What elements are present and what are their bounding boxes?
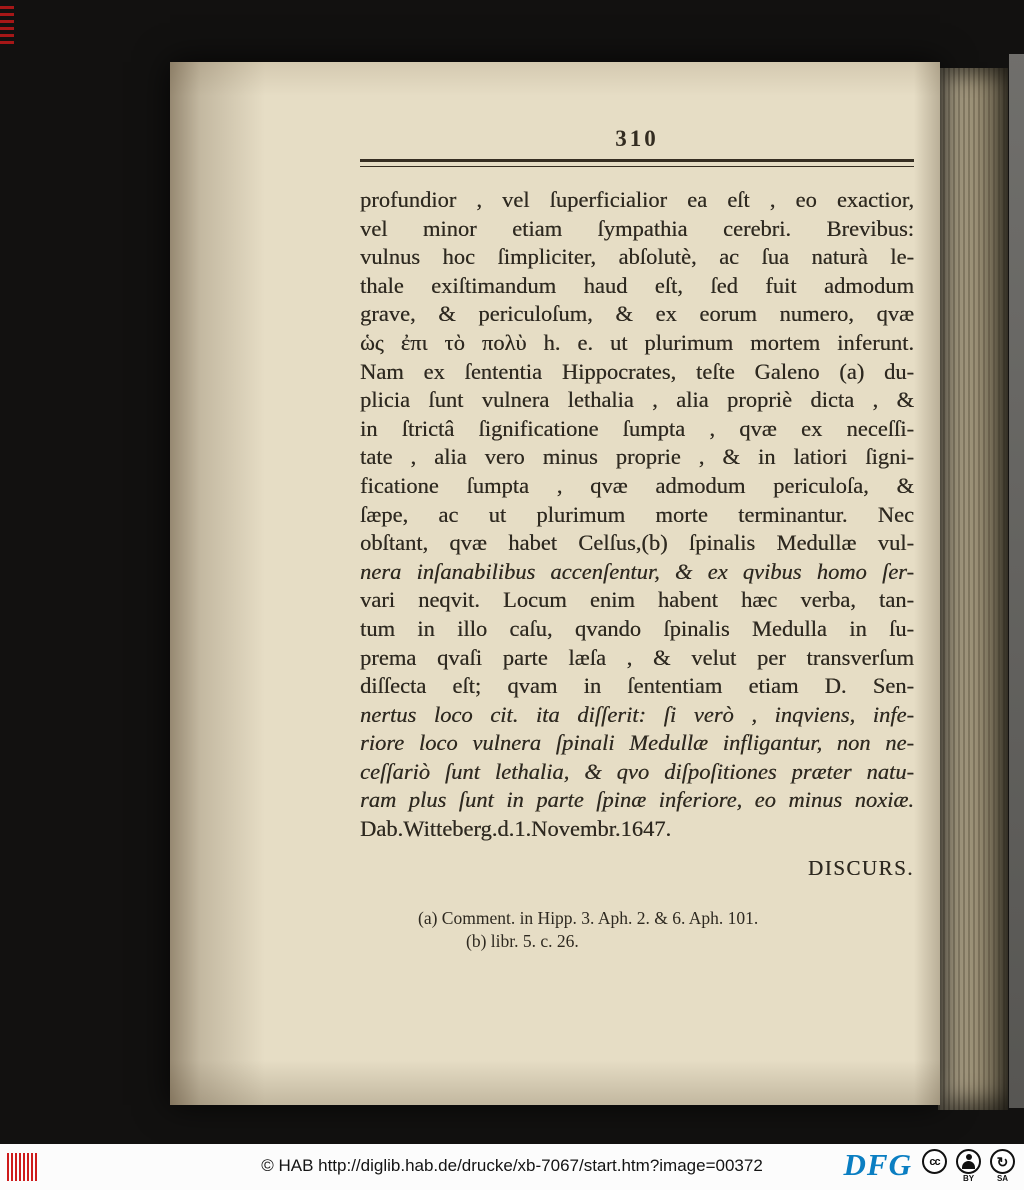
cc-by-badge[interactable] (955, 1149, 982, 1183)
book-fore-edge (938, 68, 1008, 1110)
text-line-quote: ram plus ſunt in parte ſpinæ inferiore, eo minus noxiæ. (360, 787, 914, 813)
header-rule (360, 159, 914, 167)
scanned-page (170, 62, 940, 1105)
text-line: tate , alia vero minus proprie , & in latiori ſigni- (360, 444, 914, 470)
share-alike-arrow-icon (990, 1149, 1015, 1174)
text-line-quote: nertus loco cit. ita diſſerit: ſi verò , inqviens, infe- (360, 701, 914, 727)
dfg-logo[interactable]: DFG (843, 1147, 912, 1182)
by-label: BY (962, 1174, 975, 1183)
text-line: vulnus hoc ſimpliciter, abſolutè, ac ſua naturà le- (360, 244, 914, 270)
text-line-quote: nera inſanabilibus accenſentur, & ex qvibus homo ſer- (360, 558, 914, 584)
text-line-quote: riore loco vulnera ſpinali Medullæ infligantur, non ne- (360, 730, 914, 756)
text-line: plicia ſunt vulnera lethalia , alia propriè dicta , & (360, 387, 914, 413)
scanner-edge (1009, 54, 1024, 1108)
text-line: Nam ex ſententia Hippocrates, teſte Galeno (a) du- (360, 358, 914, 384)
cc-glyph: cc (929, 1155, 940, 1168)
text-line: vari neqvit. Locum enim habent hæc verba, tan- (360, 587, 914, 613)
text-line: in ſtrictâ ſignificatione ſumpta , qvæ ex neceſſi- (360, 415, 914, 441)
calibration-mark-icon (0, 6, 14, 46)
page-text-block (360, 126, 914, 952)
text-line: ſæpe, ac ut plurimum morte terminantur. Nec (360, 501, 914, 527)
viewer-footer (0, 1144, 1024, 1190)
text-line: prema qvaſi parte læſa , & velut per transverſum (360, 644, 914, 670)
copyright-text: © HAB http://diglib.hab.de/drucke/xb-7067/start.htm?image=00372 (261, 1156, 763, 1175)
text-line: tum in illo caſu, qvando ſpinalis Medulla in ſu- (360, 615, 914, 641)
cc-license-badges[interactable] (921, 1149, 1016, 1183)
cc-badge[interactable] (921, 1149, 948, 1183)
body-text (360, 186, 914, 844)
footnote-a: (a) Comment. in Hipp. 3. Aph. 2. & 6. Aph. 101. (418, 907, 759, 928)
catchword: DISCURS. (808, 855, 914, 880)
text-line: obſtant, qvæ habet Celſus,(b) ſpinalis Medullæ vul- (360, 530, 914, 556)
dateline: Dab.Witteberg.d.1.Novembr.1647. (360, 816, 672, 842)
text-line-quote: ceſſariò ſunt lethalia, & qvo diſpoſitiones præter natu- (360, 758, 914, 784)
text-line: grave, & periculoſum, & ex eorum numero, qvæ (360, 301, 914, 327)
cc-icon (922, 1149, 947, 1174)
page-number: 310 (615, 126, 659, 151)
text-line: vel minor etiam ſympathia cerebri. Brevibus: (360, 215, 914, 241)
attribution-person-icon (956, 1149, 981, 1174)
text-line: thale exiſtimandum haud eſt, ſed fuit admodum (360, 272, 914, 298)
sa-label: SA (996, 1174, 1009, 1183)
footnotes (360, 908, 914, 952)
text-line-greek: ὡς ἐπι τὸ πολὺ h. e. ut plurimum mortem inferunt. (360, 329, 914, 355)
footnote-b: (b) libr. 5. c. 26. (466, 930, 579, 951)
sa-glyph: ↻ (996, 1153, 1009, 1170)
text-line: ficatione ſumpta , qvæ admodum periculoſa, & (360, 472, 914, 498)
text-line: profundior , vel ſuperficialior ea eſt , eo exactior, (360, 187, 914, 212)
text-line: diſſecta eſt; qvam in ſententiam etiam D. Sen- (360, 673, 914, 699)
cc-sa-badge[interactable] (989, 1149, 1016, 1183)
